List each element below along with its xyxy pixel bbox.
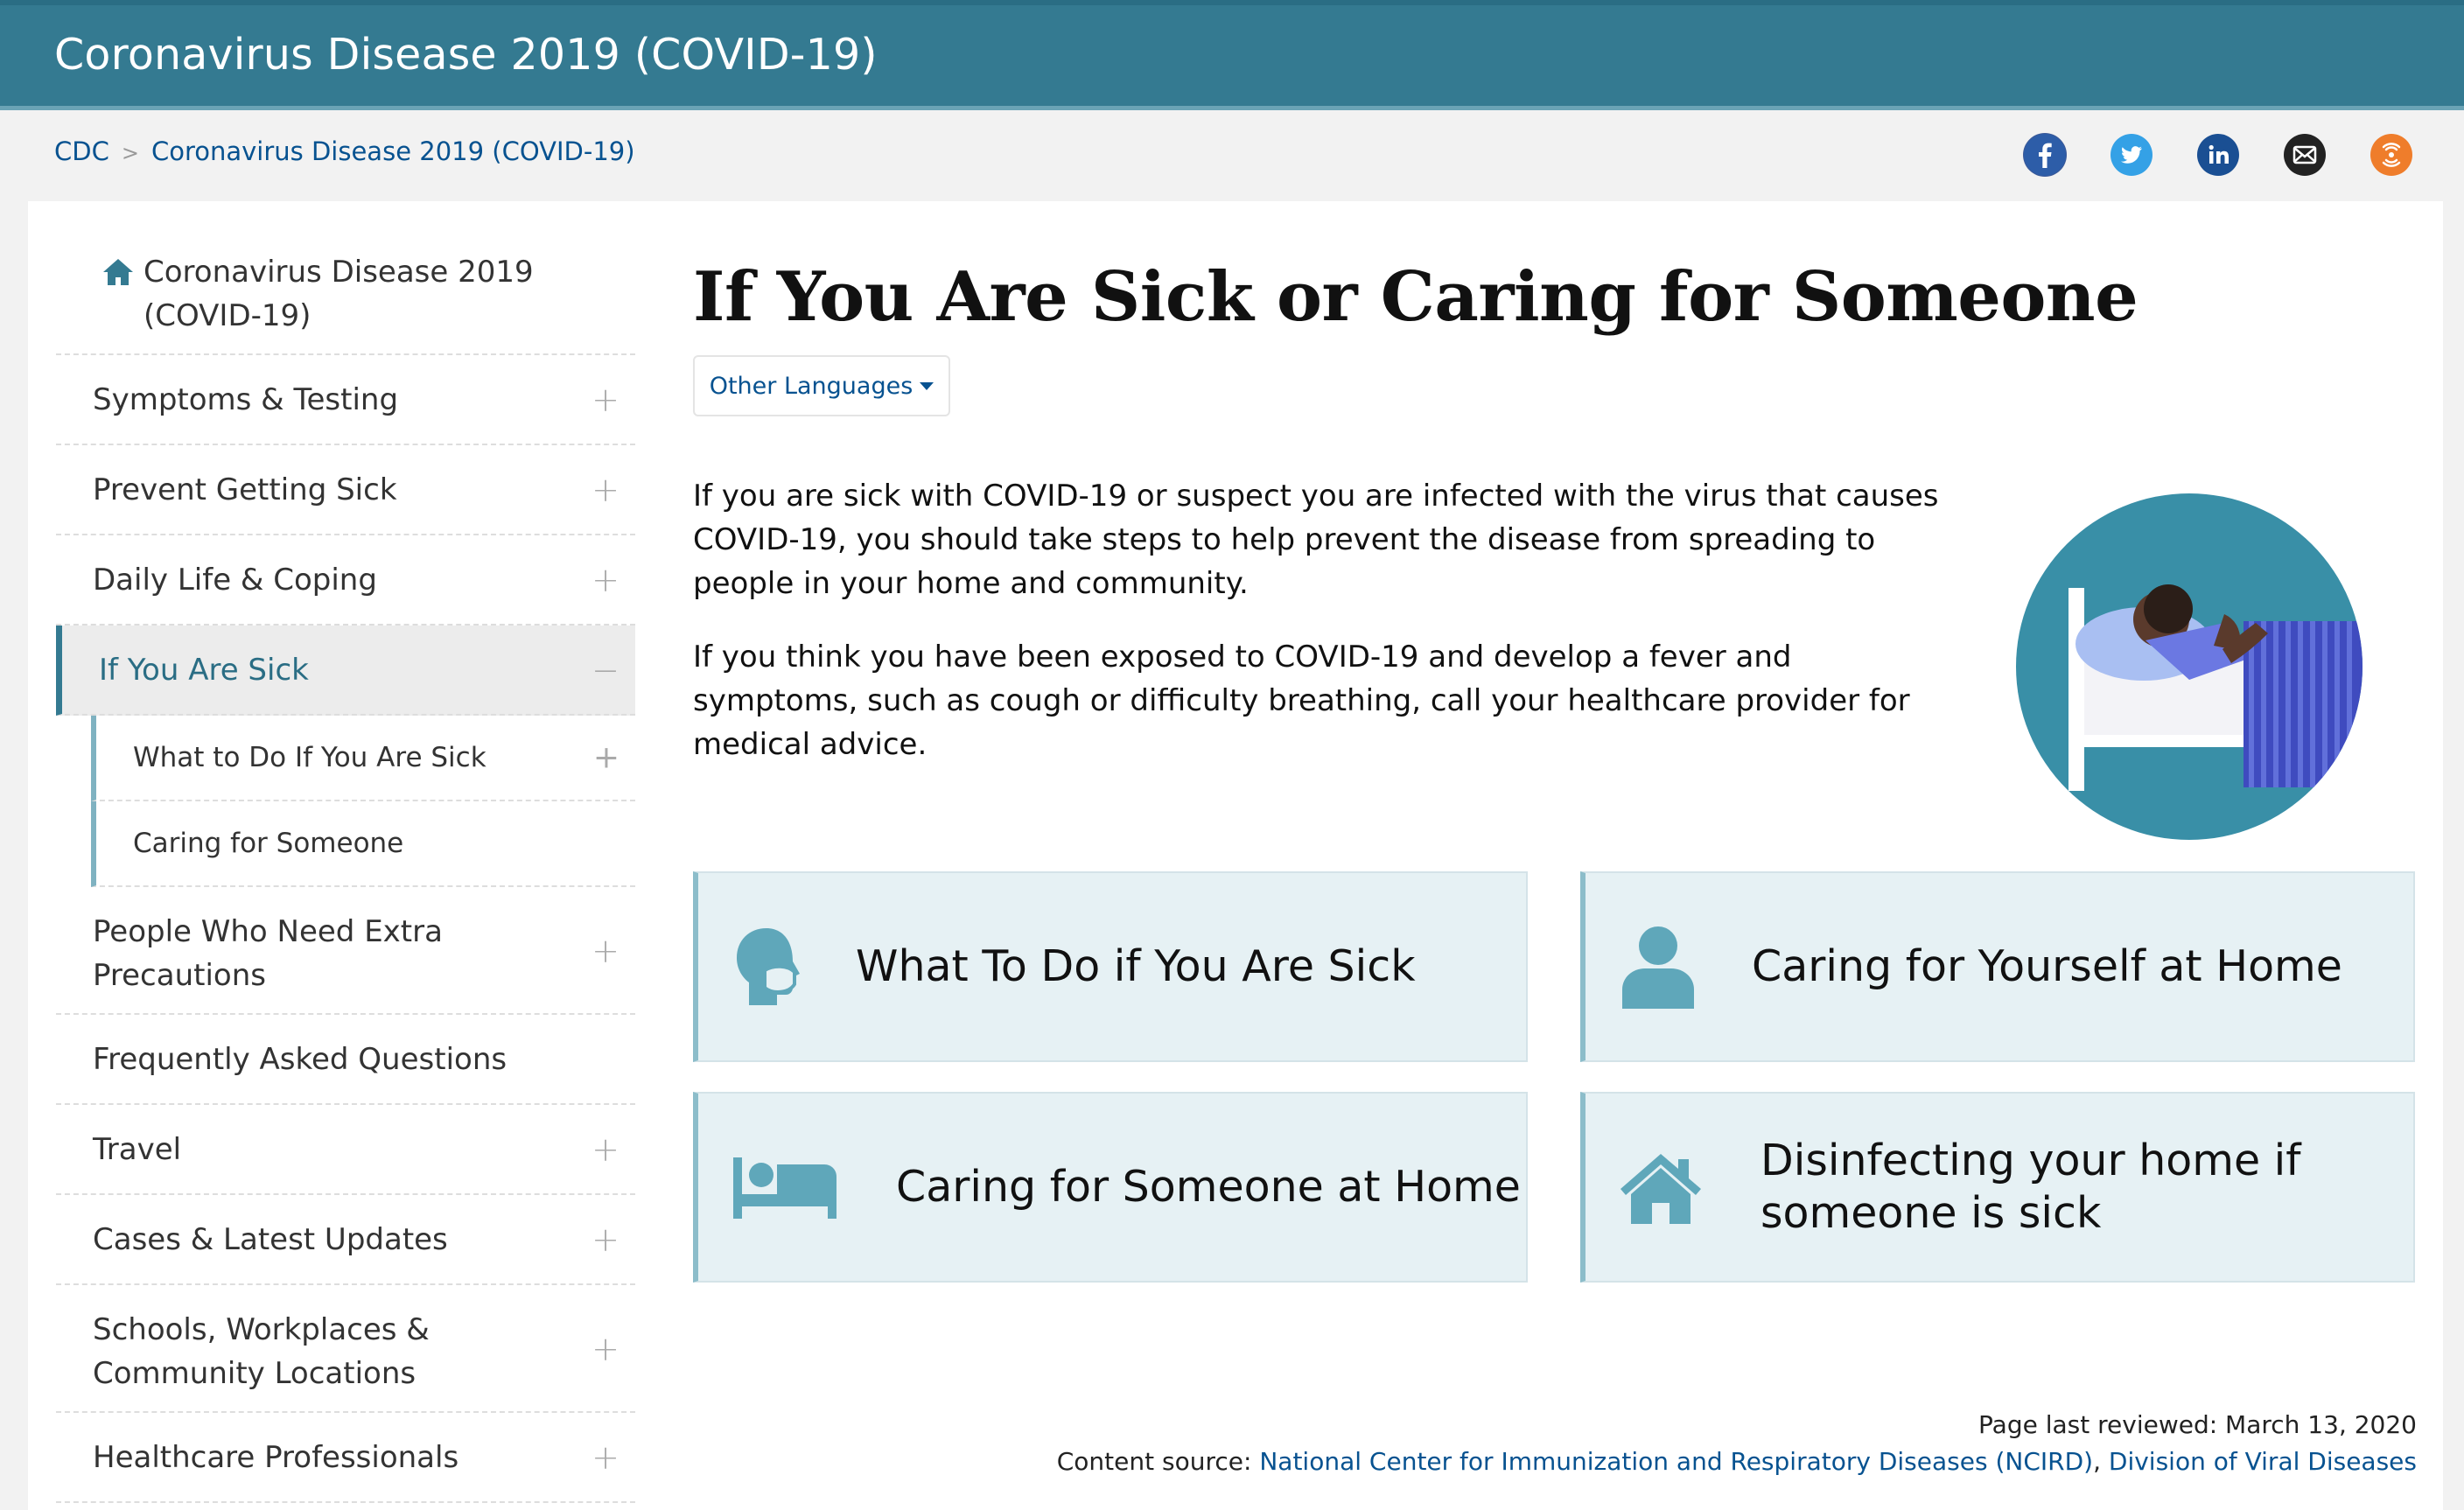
- expand-icon[interactable]: +: [592, 470, 620, 509]
- house-icon: [1619, 1150, 1703, 1224]
- expand-icon[interactable]: +: [592, 1129, 620, 1169]
- tile-what-to-do-if-sick[interactable]: [693, 871, 1528, 1062]
- collapse-icon[interactable]: −: [592, 650, 620, 689]
- sidebar-subitem-label: What to Do If You Are Sick: [133, 742, 486, 773]
- tile-label: Caring for Someone at Home: [896, 1162, 1521, 1212]
- sidebar-subitem-what-to-do[interactable]: [91, 716, 635, 801]
- sidebar-item-label: Daily Life & Coping: [93, 562, 377, 598]
- facebook-icon[interactable]: [2023, 133, 2067, 177]
- person-icon: [1619, 925, 1698, 1009]
- content-source: [1057, 1444, 2417, 1480]
- content-source-separator: ,: [2093, 1447, 2101, 1476]
- sidebar-item-label: If You Are Sick: [99, 652, 309, 688]
- sidebar-item-cases-updates[interactable]: [56, 1195, 635, 1285]
- site-header: [0, 0, 2464, 110]
- masked-head-icon: [732, 925, 802, 1009]
- tile-caring-for-yourself[interactable]: [1580, 871, 2415, 1062]
- bed-icon: [732, 1156, 838, 1219]
- ncird-link[interactable]: National Center for Immunization and Respiratory Diseases (NCIRD): [1259, 1447, 2094, 1476]
- sidebar-item-if-you-are-sick[interactable]: [56, 626, 635, 716]
- page-footer-meta: [1057, 1407, 2417, 1480]
- sidebar-item-label: Prevent Getting Sick: [93, 472, 397, 507]
- sidebar-home-label: Coronavirus Disease 2019 (COVID-19): [144, 255, 534, 333]
- syndicate-icon[interactable]: [2370, 133, 2413, 177]
- expand-icon[interactable]: +: [592, 1220, 620, 1259]
- tile-label: Caring for Yourself at Home: [1752, 941, 2342, 991]
- tile-label: Disinfecting your home if someone is sick: [1760, 1136, 2301, 1238]
- content-source-label: Content source:: [1056, 1447, 1252, 1476]
- email-icon[interactable]: [2283, 133, 2327, 177]
- sidebar-item-healthcare-professionals[interactable]: [56, 1413, 635, 1503]
- sidebar-item-label: Cases & Latest Updates: [93, 1221, 448, 1257]
- breadcrumb-covid[interactable]: Coronavirus Disease 2019 (COVID-19): [150, 136, 635, 166]
- page-last-reviewed: Page last reviewed: March 13, 2020: [1978, 1410, 2417, 1439]
- breadcrumb: [54, 136, 635, 166]
- sidebar-item-label: Schools, Workplaces & Community Locations: [93, 1312, 430, 1391]
- expand-icon[interactable]: +: [592, 932, 620, 970]
- breadcrumb-cdc[interactable]: CDC: [54, 136, 109, 166]
- sidebar-subitem-caring-for-someone[interactable]: [91, 801, 635, 887]
- tile-disinfecting-home[interactable]: [1580, 1092, 2415, 1283]
- expand-icon[interactable]: +: [592, 1437, 620, 1477]
- sidebar-item-travel[interactable]: [56, 1105, 635, 1195]
- other-languages-label: Other Languages: [709, 372, 914, 400]
- home-icon: [102, 257, 135, 287]
- expand-icon[interactable]: +: [592, 1330, 620, 1368]
- sidebar-item-label: Frequently Asked Questions: [93, 1041, 508, 1077]
- site-title[interactable]: Coronavirus Disease 2019 (COVID-19): [54, 30, 878, 80]
- sidebar-item-faq[interactable]: [56, 1015, 635, 1105]
- tile-label: What To Do if You Are Sick: [856, 941, 1416, 991]
- sidebar-item-label: People Who Need Extra Precautions: [93, 914, 443, 993]
- sidebar-item-schools-workplaces[interactable]: [56, 1285, 635, 1413]
- exposure-paragraph: If you think you have been exposed to COVID-19 and develop a fever and symptoms, such as cough or difficulty breathing, call your healthcare provider for medical advice.: [693, 640, 1910, 762]
- caret-down-icon: [920, 382, 934, 390]
- sidebar-home-link[interactable]: [56, 201, 635, 355]
- twitter-icon[interactable]: [2110, 133, 2153, 177]
- expand-icon[interactable]: +: [592, 380, 620, 419]
- sick-in-bed-illustration: [2014, 492, 2364, 842]
- tile-caring-for-someone[interactable]: [693, 1092, 1528, 1283]
- sidebar-item-prevent-getting-sick[interactable]: [56, 445, 635, 535]
- intro-paragraph: If you are sick with COVID-19 or suspect you are infected with the virus that causes COVID-19, you should take steps to help prevent the disease from spreading to people in your home and community.: [693, 479, 1939, 601]
- sidebar-item-label: Travel: [93, 1131, 182, 1167]
- sidebar-item-label: Symptoms & Testing: [93, 381, 399, 417]
- expand-icon[interactable]: +: [592, 739, 620, 776]
- linkedin-icon[interactable]: [2196, 133, 2240, 177]
- left-sidebar: [56, 201, 635, 1503]
- breadcrumb-separator: >: [121, 141, 139, 165]
- page-title: If You Are Sick or Caring for Someone: [693, 257, 2138, 337]
- other-languages-dropdown[interactable]: [693, 355, 950, 416]
- sidebar-item-extra-precautions[interactable]: [56, 887, 635, 1015]
- main-card: [28, 201, 2443, 1510]
- sidebar-item-daily-life-coping[interactable]: [56, 535, 635, 626]
- sidebar-item-label: Healthcare Professionals: [93, 1439, 459, 1475]
- expand-icon[interactable]: +: [592, 560, 620, 599]
- sidebar-subitem-label: Caring for Someone: [133, 828, 404, 859]
- viral-diseases-link[interactable]: Division of Viral Diseases: [2108, 1447, 2417, 1476]
- sidebar-item-symptoms-testing[interactable]: [56, 355, 635, 445]
